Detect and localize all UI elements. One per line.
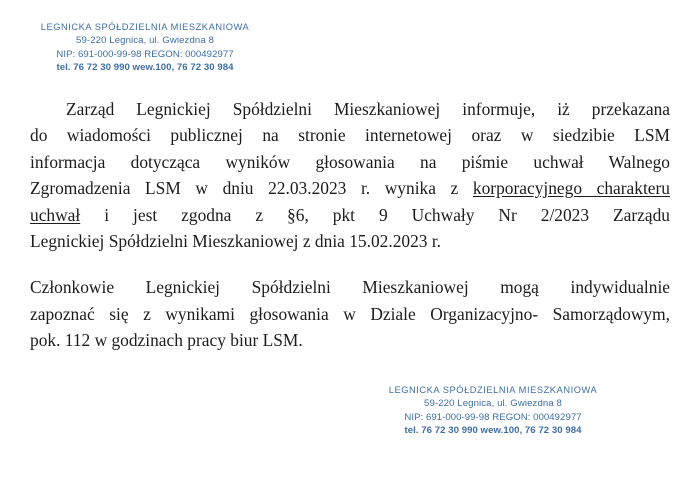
footer-stamp-company-name: LEGNICKA SPÓŁDZIELNIA MIESZKANIOWA bbox=[388, 385, 598, 395]
paragraph-1-line-6: Legnickiej Spółdzielni Mieszkaniowej z dnia 15.02.2023 r. bbox=[30, 231, 442, 252]
paragraph-1-line-3: informacja dotycząca wyników głosowania na piśmie uchwał Walnego bbox=[30, 151, 670, 172]
paragraph-2 bbox=[30, 274, 670, 353]
paragraph-1-line-4-text: Zgromadzenia LSM w dniu 22.03.2023 r. wynika z bbox=[30, 178, 473, 199]
header-stamp-address: 59-220 Legnica, ul. Gwiezdna 8 bbox=[76, 35, 214, 47]
paragraph-1-line-4 bbox=[30, 175, 670, 201]
header-company-stamp bbox=[0, 21, 290, 75]
paragraph-2-line-1: Członkowie Legnickiej Spółdzielni Mieszkaniowej mogą indywidualnie bbox=[30, 277, 670, 298]
paragraph-1-line-5-text: i jest zgodna z §6, pkt 9 Uchwały Nr 2/2023 Zarządu bbox=[80, 204, 670, 225]
footer-stamp-phone: tel. 76 72 30 990 wew.100, 76 72 30 984 bbox=[404, 425, 582, 437]
underlined-phrase-korporacyjnego-charakteru: korporacyjnego charakteru bbox=[472, 178, 671, 199]
footer-company-stamp bbox=[348, 384, 638, 438]
paragraph-2-line-2: zapoznać się z wynikami głosowania w Dziale Organizacyjno- Samorządowym, bbox=[30, 303, 670, 324]
footer-stamp-tax-ids: NIP: 691-000-99-98 REGON: 000492977 bbox=[404, 411, 582, 423]
paragraph-1-line-5 bbox=[30, 202, 670, 228]
paragraph-1 bbox=[30, 96, 670, 254]
header-stamp-phone: tel. 76 72 30 990 wew.100, 76 72 30 984 bbox=[56, 62, 234, 74]
paragraph-spacer bbox=[30, 254, 670, 274]
header-stamp-company-name: LEGNICKA SPÓŁDZIELNIA MIESZKANIOWA bbox=[40, 22, 250, 32]
paragraph-2-line-3: pok. 112 w godzinach pracy biur LSM. bbox=[30, 330, 303, 351]
paragraph-1-line-2: do wiadomości publicznej na stronie internetowej oraz w siedzibie LSM bbox=[30, 125, 670, 146]
underlined-phrase-uchwal: uchwał bbox=[30, 204, 81, 225]
paragraph-1-line-1: Zarząd Legnickiej Spółdzielni Mieszkaniowej informuje, iż przekazana bbox=[66, 99, 670, 119]
footer-stamp-address: 59-220 Legnica, ul. Gwiezdna 8 bbox=[424, 398, 562, 410]
document-body bbox=[30, 96, 670, 354]
header-stamp-tax-ids: NIP: 691-000-99-98 REGON: 000492977 bbox=[56, 48, 234, 60]
